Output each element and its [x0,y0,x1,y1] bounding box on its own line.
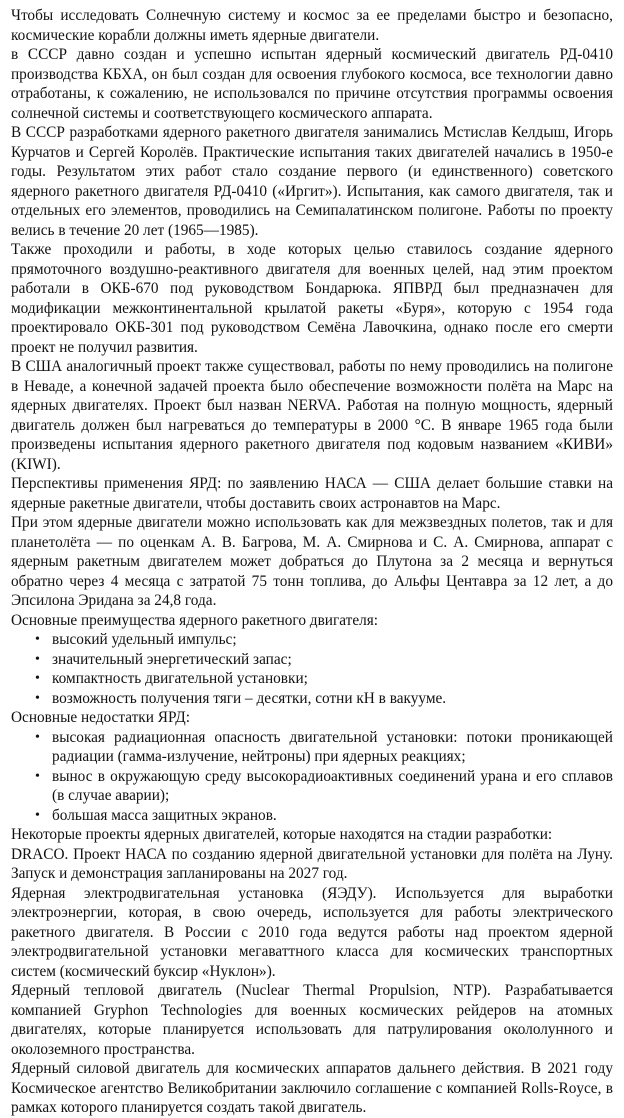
bullet-icon: • [35,632,40,647]
paragraph-yaedu: Ядерная электродвигательная установка (ЯЭДУ). Используется для выработки электроэнергии, которая, в свою очередь, используется для работы электрического ракетного двигателя. В России с 2010 года ведутся работы над проектом ядерной электродвигательной установки мегаваттного класса для космических транспортных систем (космический буксир «Нуклон»). [11,884,613,980]
disadvantages-list [11,728,613,826]
paragraph-usa-nerva: В США аналогичный проект также существовал, работы по нему проводились на полигоне в Неваде, а конечной задачей проекта было обеспечение возможности полёта на Марс на ядерных двигателях. Проект был назван NERVA. Работая на полную мощность, ядерный двигатель должен был нагреваться до температуры в 2000 °C. В январе 1965 года были произведены испытания ядерного ракетного двигателя под кодовым названием «КИВИ» (KIWI). [11,358,613,473]
document-body [11,6,613,1118]
list-item: • высокая радиационная опасность двигательной установки: потоки проникающей радиации (гамма-излучение, нейтроны) при ядерных реакциях; [35,728,613,765]
bullet-icon: • [35,768,40,784]
paragraph-nasa-prospects: Перспективы применения ЯРД: по заявлению НАСА — США делает большие ставки на ядерные ракетные двигатели, чтобы доставить своих астронавтов на Марс. [11,475,613,512]
bullet-icon: • [35,671,40,686]
bullet-icon: • [35,729,40,745]
bullet-icon: • [35,690,40,706]
bullet-icon: • [35,651,40,667]
list-item: • вынос в окружающую среду высокорадиоактивных соединений урана и его сплавов (в случае аварии); [35,767,613,804]
paragraph-draco: DRACO. Проект НАСА по созданию ядерной двигательной установки для полёта на Луну. Запуск и демонстрация запланированы на 2027 год. [11,845,613,882]
list-item: • компактность двигательной установки; [35,670,308,687]
list-item: • высокий удельный импульс; [35,631,237,648]
projects-heading: Некоторые проекты ядерных двигателей, которые находятся на стадии разработки: [11,826,553,843]
paragraph-rolls-royce: Ядерный силовой двигатель для космических аппаратов дальнего действия. В 2021 году Космическое агентство Великобритании заключило соглашение с компанией Rolls-Royce, в рамках которого планируется создать такой двигатель. [11,1060,613,1116]
paragraph-intro: Чтобы исследовать Солнечную систему и космос за ее пределами быстро и безопасно, космические корабли должны иметь ядерные двигатели. [11,7,613,44]
paragraph-ramjet: Также проходили и работы, в ходе которых целью ставилось создание ядерного прямоточного воздушно-реактивного двигателя для военных целей, над этим проектом работали в ОКБ-670 под руководством Бондарюка. ЯПВРД был предназначен для модификации межконтинентальной крылатой ракеты «Буря», которую с 1954 года проектировало ОКБ-301 под руководством Семёна Лавочкина, однако после его смерти проект не получил развития. [11,241,613,356]
paragraph-ntp: Ядерный тепловой двигатель (Nuclear Thermal Propulsion, NTP). Разрабатывается компанией Gryphon Technologies для военных космических рейдеров на атомных двигателях, которые планируется использовать для патрулирования окололунного и околоземного пространства. [11,982,613,1058]
disadvantages-heading: Основные недостатки ЯРД: [11,709,190,726]
list-item: • большая масса защитных экранов. [35,806,277,824]
paragraph-ussr-developers: В СССР разработками ядерного ракетного двигателя занимались Мстислав Келдыш, Игорь Курчатов и Сергей Королёв. Практические испытания таких двигателей начались в 1950-е годы. Результатом этих работ стало создание первого (и единственного) советского ядерного ракетного двигателя РД-0410 («Иргит»). Испытания, как самого двигателя, так и отдельных его элементов, проводились на Семипалатинском полигоне. Работы по проекту велись в течение 20 лет (1965—1985). [11,124,613,239]
paragraph-interstellar: При этом ядерные двигатели можно использовать как для межзвездных полетов, так и для планетолёта — по оценкам А. В. Багрова, М. А. Смирнова и С. А. Смирнова, аппарат с ядерным ракетным двигателем может добраться до Плутона за 2 месяца и вернуться обратно через 4 месяца с затратой 75 тонн топлива, до Альфы Центавра за 12 лет, а до Эпсилона Эридана за 24,8 года. [11,514,613,609]
paragraph-rd0410: в СССР давно создан и успешно испытан ядерный космический двигатель РД-0410 производства КБХА, он был создан для освоения глубокого космоса, все технологии давно отработаны, к сожалению, не использовался по причине отсутствия программы освоения солнечной системы и соответствующего космического аппарата. [11,46,613,122]
list-item: • возможность получения тяги – десятки, сотни кН в вакууме. [35,689,447,707]
advantages-heading: Основные преимущества ядерного ракетного двигателя: [11,611,379,629]
advantages-list [11,630,613,708]
list-item: • значительный энергетический запас; [35,650,292,668]
bullet-icon: • [35,807,40,823]
